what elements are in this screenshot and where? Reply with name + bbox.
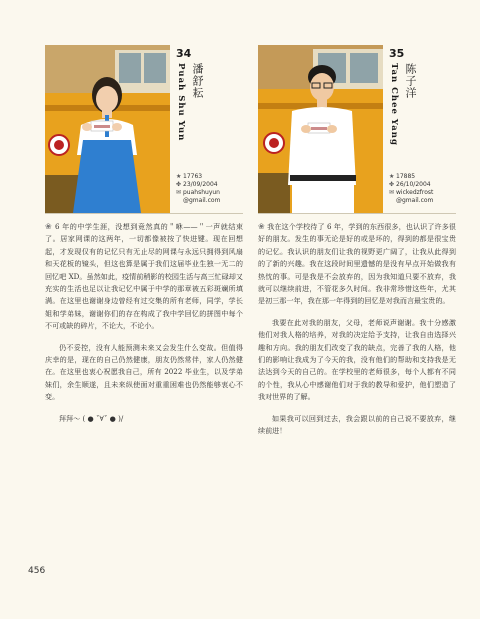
birthday-icon: ✤ bbox=[176, 181, 182, 188]
email-row bbox=[389, 189, 433, 197]
message-paragraph bbox=[45, 221, 243, 333]
student-id: 17763 bbox=[183, 173, 203, 180]
star-icon: ★ bbox=[389, 173, 395, 180]
student-photo-illustration bbox=[45, 45, 170, 213]
student-number: 35 bbox=[389, 47, 405, 60]
page-number: 456 bbox=[28, 566, 46, 576]
student-id-row bbox=[389, 173, 433, 181]
email-icon: ✉ bbox=[389, 189, 395, 196]
student-photo bbox=[258, 45, 383, 213]
email-icon: ✉ bbox=[176, 189, 182, 196]
birthday-icon: ✤ bbox=[389, 181, 395, 188]
email-row bbox=[176, 189, 220, 197]
email-domain: @gmail.com bbox=[183, 197, 221, 204]
message-column-34 bbox=[45, 221, 243, 434]
flower-icon: ❀ bbox=[258, 222, 265, 231]
student-number: 34 bbox=[176, 47, 192, 60]
profile-card-34 bbox=[45, 45, 243, 213]
contact-info bbox=[176, 173, 220, 205]
message-text: 我在这个学校待了 6 年，学到的东西很多，也认识了许多很好的朋友。发生的事无论是好的或是坏的，得到的都是很宝贵的记忆。我认识的朋友们让我的视野更广阔了，让我从此得到的了新的兴趣。我在这段时间里遗憾的是没有早点开始做我有热忱的事。可是我是不会放弃的，因为我知道只要不放弃，我就可以继续前进，不管花多久时间。我非常珍惜这些年，尤其是初三那一年，我在那一年得到的回忆是对我而言最宝贵的。 bbox=[258, 222, 457, 306]
profile-details bbox=[176, 45, 243, 213]
student-id-row bbox=[176, 173, 220, 181]
contact-info bbox=[389, 173, 433, 205]
divider bbox=[258, 213, 456, 214]
birthday: 23/09/2004 bbox=[183, 181, 218, 188]
birthday: 26/10/2004 bbox=[396, 181, 431, 188]
chinese-name: 陈子洋 bbox=[404, 63, 417, 99]
birthday-row bbox=[176, 181, 220, 189]
student-id: 17885 bbox=[396, 173, 416, 180]
email-domain-row bbox=[176, 197, 220, 205]
message-paragraph bbox=[258, 221, 456, 308]
email-user: puahshuyun bbox=[183, 189, 220, 196]
birthday-row bbox=[389, 181, 433, 189]
chinese-name: 潘舒耘 bbox=[191, 63, 204, 99]
message-column-35 bbox=[258, 221, 456, 447]
message-paragraph: 我要在此对我的朋友，父母，老师说声谢谢。我十分感激他们对我人格的培养，对我的决定给予支持，让我自由选择兴趣和方向。我的朋友们改变了我的缺点，完善了我的人格，他们的影响让我成为了今天的我，没有他们的帮助和支持我是无法达到今天的自己的。在学校里的老师很多，每个人都有不同的个性，我从心中感谢他们对于我的教导和爱护，他们塑造了我对世界的了解。 bbox=[258, 317, 456, 402]
profile-card-35 bbox=[258, 45, 456, 213]
profile-details bbox=[389, 45, 456, 213]
english-name: Puah Shu Yun bbox=[176, 63, 186, 142]
email-user: wickedzfrost bbox=[396, 189, 434, 196]
star-icon: ★ bbox=[176, 173, 182, 180]
student-photo bbox=[45, 45, 170, 213]
email-domain: @gmail.com bbox=[396, 197, 434, 204]
english-name: Tan Chee Yang bbox=[389, 63, 399, 146]
student-photo-illustration bbox=[258, 45, 383, 213]
divider bbox=[45, 213, 243, 214]
flower-icon: ❀ bbox=[45, 222, 53, 231]
email-domain-row bbox=[389, 197, 433, 205]
message-text: 6 年的中学生涯，没想到竟然真的＂咻——＂一声就结束了。居家网课的这两年，一切都像被按了快进键。现在回想起，才发现仅有的记忆只有无止尽的网课与永远只拥得到风扇和天花板的镜头，但这也算是属于我们这届毕业生独一无二的回忆吧 XD。虽然如此，疫情前稍影的校园生活与高三忙碌却又充实的生活也足以让我记忆中属于中学的那章被五彩斑斓所填满。在这里也谢谢身边曾经有过交集的所有老师，同学，学长姐和学弟妹，谢谢你们的存在构成了我中学回忆的拼图中每个不可或缺的碎片，不论大，不论小。 bbox=[45, 222, 243, 331]
message-signoff: 拜拜～ ( ● ˇ∀ˇ ● )/ bbox=[59, 413, 124, 423]
message-paragraph: 仍不妥控，没有人能预测未来又会发生什么变故。但值得庆幸的是，现在的自己仍然健康，朋友仍然常伴，家人仍然健在。在这里也衷心祝愿我自己，所有 2022 毕业生，以及学弟妹们，余生顺遂，且未来纵使面对重重困难也仍然能够衷心不变。 bbox=[45, 342, 243, 402]
message-paragraph: 如果我可以回到过去，我会跟以前的自己说不要放弃，继续前进！ bbox=[258, 413, 456, 436]
